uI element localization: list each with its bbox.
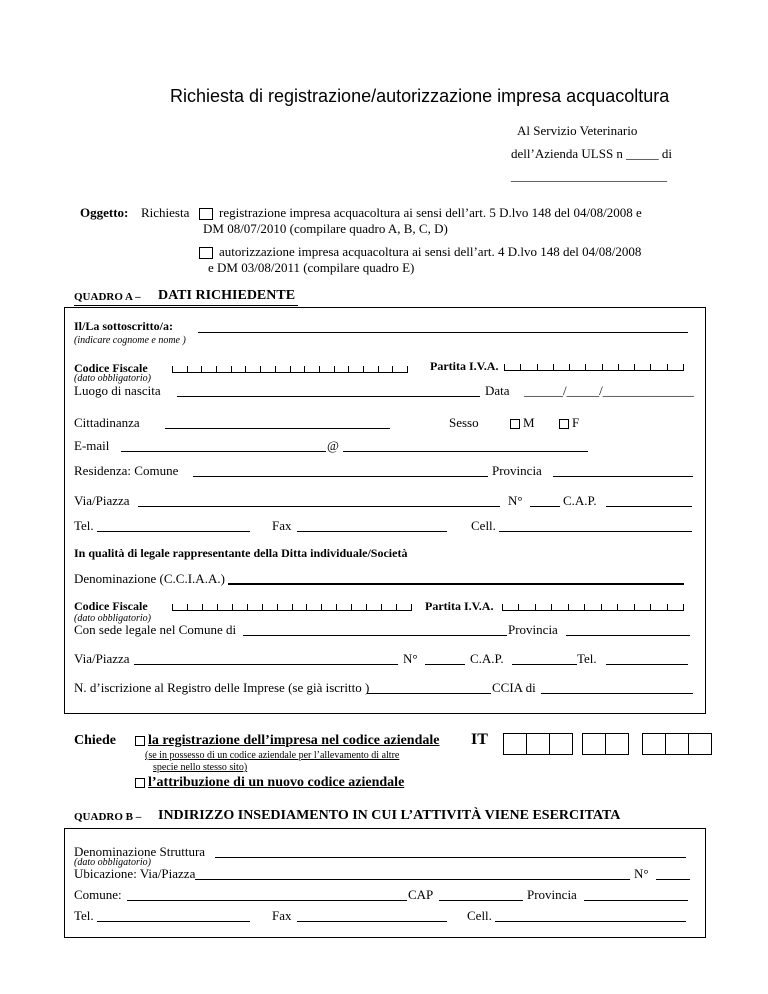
- digit-separator: [650, 604, 651, 610]
- digit-separator: [348, 366, 349, 372]
- ubicazione-numero-label: N°: [634, 866, 649, 881]
- quadro-a-heading: DATI RICHIEDENTE: [158, 288, 296, 303]
- sede-provincia-field[interactable]: [566, 635, 690, 636]
- chiede-label: Chiede: [74, 733, 116, 748]
- code-cell[interactable]: [642, 733, 666, 755]
- quadro-b-provincia-field[interactable]: [584, 900, 688, 901]
- codice-fiscale-field[interactable]: [172, 362, 408, 373]
- tel-2-label: Tel.: [577, 651, 597, 666]
- numero-field[interactable]: [530, 506, 560, 507]
- code-cell[interactable]: [688, 733, 712, 755]
- digit-separator: [262, 604, 263, 610]
- digit-separator: [504, 364, 505, 370]
- digit-separator: [201, 366, 202, 372]
- sesso-f-checkbox[interactable]: [559, 419, 569, 429]
- quadro-b-cap-field[interactable]: [439, 900, 523, 901]
- via-label: Via/Piazza: [74, 493, 130, 508]
- tel-2-field[interactable]: [606, 664, 688, 665]
- quadro-a-prefix: QUADRO A –: [74, 291, 141, 303]
- sottoscritto-hint: (indicare cognome e nome ): [74, 335, 186, 346]
- residenza-label: Residenza: Comune: [74, 463, 179, 478]
- quadro-b-fax-field[interactable]: [297, 921, 447, 922]
- via-2-field[interactable]: [134, 664, 398, 665]
- sede-provincia-label: Provincia: [508, 622, 558, 637]
- digit-separator: [304, 366, 305, 372]
- digit-separator: [634, 604, 635, 610]
- quadro-b-fax-label: Fax: [272, 908, 292, 923]
- codice-fiscale-2-label: Codice Fiscale: [74, 599, 148, 613]
- code-cell[interactable]: [549, 733, 573, 755]
- sede-comune-field[interactable]: [243, 635, 507, 636]
- code-cell[interactable]: [665, 733, 689, 755]
- code-cell[interactable]: [526, 733, 550, 755]
- sesso-f-label: F: [572, 415, 580, 430]
- comune-label: Comune:: [74, 887, 122, 902]
- digit-separator: [321, 604, 322, 610]
- digit-separator: [569, 364, 570, 370]
- digit-separator: [537, 364, 538, 370]
- denominazione-label: Denominazione (C.C.I.A.A.): [74, 571, 225, 586]
- digit-separator: [667, 604, 668, 610]
- sottoscritto-label: Il/La sottoscritto/a:: [74, 319, 173, 333]
- comune-field[interactable]: [127, 900, 407, 901]
- recipient-line-2: dell’Azienda ULSS n _____ di: [511, 146, 673, 161]
- sesso-label: Sesso: [449, 415, 479, 430]
- digit-separator: [617, 604, 618, 610]
- chiede-option-1-checkbox[interactable]: [135, 736, 145, 746]
- via-2-label: Via/Piazza: [74, 651, 130, 666]
- digit-separator: [584, 604, 585, 610]
- quadro-b-tel-label: Tel.: [74, 908, 94, 923]
- digit-separator: [618, 364, 619, 370]
- email-label: E-mail: [74, 438, 110, 453]
- residenza-comune-field[interactable]: [193, 476, 488, 477]
- denominazione-struttura-label: Denominazione Struttura: [74, 844, 206, 859]
- sottoscritto-field[interactable]: [198, 332, 688, 333]
- digit-separator: [245, 366, 246, 372]
- ubicazione-field[interactable]: [195, 879, 630, 880]
- cap-field[interactable]: [606, 506, 692, 507]
- chiede-option-2[interactable]: [135, 775, 404, 791]
- digit-separator: [187, 366, 188, 372]
- chiede-option-1-label: la registrazione dell’impresa nel codice aziendale: [148, 733, 440, 748]
- email-domain-field[interactable]: [343, 451, 588, 452]
- subject-label: Oggetto:: [80, 205, 129, 220]
- chiede-option-2-checkbox[interactable]: [135, 778, 145, 788]
- digit-separator: [518, 604, 519, 610]
- digit-separator: [392, 366, 393, 372]
- digit-separator: [260, 366, 261, 372]
- cell-field[interactable]: [499, 531, 692, 532]
- quadro-b-cap-label: CAP: [408, 887, 434, 902]
- code-cell[interactable]: [605, 733, 629, 755]
- cap-label: C.A.P.: [563, 493, 597, 508]
- digit-separator: [650, 364, 651, 370]
- luogo-nascita-label: Luogo di nascita: [74, 383, 161, 398]
- digit-separator: [378, 366, 379, 372]
- denominazione-field[interactable]: [228, 583, 684, 585]
- digit-separator: [667, 364, 668, 370]
- registration-checkbox[interactable]: [199, 208, 213, 220]
- sesso-m-label: M: [523, 415, 535, 430]
- digit-separator: [568, 604, 569, 610]
- code-cell[interactable]: [582, 733, 606, 755]
- digit-separator: [290, 366, 291, 372]
- digit-separator: [520, 364, 521, 370]
- digit-separator: [683, 364, 684, 370]
- recipient-line-1: Al Servizio Veterinario: [517, 123, 638, 138]
- ubicazione-numero-field[interactable]: [656, 879, 690, 880]
- digit-separator: [319, 366, 320, 372]
- digit-separator: [247, 604, 248, 610]
- quadro-b-cell-field[interactable]: [495, 921, 686, 922]
- email-user-field[interactable]: [121, 451, 326, 452]
- digit-separator: [172, 366, 173, 372]
- digit-separator: [602, 364, 603, 370]
- data-label: Data: [485, 383, 510, 398]
- quadro-b-provincia-label: Provincia: [527, 887, 577, 902]
- codice-aziendale-group-3[interactable]: [642, 733, 712, 755]
- cittadinanza-field[interactable]: [165, 428, 390, 429]
- digit-separator: [306, 604, 307, 610]
- sesso-f-option[interactable]: [559, 415, 579, 431]
- digit-separator: [683, 604, 684, 610]
- partita-iva-field[interactable]: [504, 360, 684, 371]
- digit-separator: [551, 604, 552, 610]
- digit-separator: [601, 604, 602, 610]
- cell-label: Cell.: [471, 518, 496, 533]
- quadro-b-heading: INDIRIZZO INSEDIAMENTO IN CUI L’ATTIVITÀ VIENE ESERCITATA: [158, 808, 621, 823]
- numero-2-label: N°: [403, 651, 418, 666]
- authorization-checkbox[interactable]: [199, 247, 213, 259]
- chiede-option-2-label: l’attribuzione di un nuovo codice aziendale: [148, 775, 405, 790]
- codice-fiscale-hint: (dato obbligatorio): [74, 373, 151, 384]
- digit-separator: [396, 604, 397, 610]
- fax-field[interactable]: [297, 531, 447, 532]
- email-at: @: [327, 438, 339, 453]
- subject-prefix: Richiesta: [141, 205, 190, 220]
- digit-separator: [187, 604, 188, 610]
- partita-iva-2-label: Partita I.V.A.: [425, 599, 494, 613]
- subject-option-1-line-2: DM 08/07/2010 (compilare quadro A, B, C, D): [203, 221, 448, 236]
- partita-iva-2-field[interactable]: [502, 600, 684, 611]
- tel-label: Tel.: [74, 518, 94, 533]
- sesso-m-option[interactable]: [510, 415, 535, 431]
- code-cell[interactable]: [503, 733, 527, 755]
- chiede-note-line-1: (se in possesso di un codice aziendale per l’allevamento di altre: [145, 750, 400, 761]
- cap-2-label: C.A.P.: [470, 651, 504, 666]
- digit-separator: [275, 366, 276, 372]
- legale-heading: In qualità di legale rappresentante della Ditta individuale/Società: [74, 546, 408, 560]
- ccia-field[interactable]: [541, 693, 693, 694]
- subject-option-1-line-1: registrazione impresa acquacoltura ai sensi dell’art. 5 D.lvo 148 del 04/08/2008 e: [219, 205, 642, 220]
- chiede-option-1[interactable]: [135, 733, 439, 749]
- residenza-provincia-field[interactable]: [553, 476, 693, 477]
- digit-separator: [216, 366, 217, 372]
- digit-separator: [172, 604, 173, 610]
- digit-separator: [553, 364, 554, 370]
- codice-fiscale-2-hint: (dato obbligatorio): [74, 613, 151, 624]
- digit-separator: [336, 604, 337, 610]
- luogo-nascita-field[interactable]: [177, 396, 480, 397]
- fax-label: Fax: [272, 518, 292, 533]
- digit-separator: [292, 604, 293, 610]
- residenza-provincia-label: Provincia: [492, 463, 542, 478]
- digit-separator: [634, 364, 635, 370]
- partita-iva-label: Partita I.V.A.: [430, 359, 499, 373]
- quadro-b-tel-field[interactable]: [97, 921, 250, 922]
- quadro-b-cell-label: Cell.: [467, 908, 492, 923]
- digit-separator: [231, 366, 232, 372]
- codice-aziendale-group-1[interactable]: [503, 733, 573, 755]
- digit-separator: [366, 604, 367, 610]
- iscrizione-field[interactable]: [367, 693, 491, 694]
- digit-separator: [381, 604, 382, 610]
- digit-separator: [334, 366, 335, 372]
- via-field[interactable]: [138, 506, 500, 507]
- digit-separator: [277, 604, 278, 610]
- digit-separator: [585, 364, 586, 370]
- digit-separator: [411, 604, 412, 610]
- it-label: IT: [471, 731, 488, 748]
- subject-option-2-line-2: e DM 03/08/2011 (compilare quadro E): [208, 260, 415, 275]
- codice-fiscale-label: Codice Fiscale: [74, 361, 148, 375]
- digit-separator: [351, 604, 352, 610]
- denominazione-struttura-field[interactable]: [215, 857, 686, 858]
- quadro-b-prefix: QUADRO B –: [74, 811, 142, 823]
- sede-label: Con sede legale nel Comune di: [74, 622, 237, 637]
- numero-label: N°: [508, 493, 523, 508]
- data-field[interactable]: ______/_____/______________: [524, 383, 694, 398]
- digit-separator: [202, 604, 203, 610]
- iscrizione-label: N. d’iscrizione al Registro delle Imprese (se già iscritto ): [74, 680, 370, 695]
- tel-field[interactable]: [97, 531, 250, 532]
- page-title: Richiesta di registrazione/autorizzazione impresa acquacoltura: [170, 86, 670, 106]
- digit-separator: [502, 604, 503, 610]
- codice-aziendale-group-2[interactable]: [582, 733, 630, 755]
- digit-separator: [363, 366, 364, 372]
- subject-option-2-line-1: autorizzazione impresa acquacoltura ai sensi dell’art. 4 D.lvo 148 del 04/08/2008: [219, 244, 642, 259]
- quadro-a-heading-underline: [74, 305, 298, 306]
- digit-separator: [535, 604, 536, 610]
- recipient-line-3: ________________________: [511, 168, 667, 183]
- ubicazione-label: Ubicazione: Via/Piazza: [74, 866, 196, 881]
- cittadinanza-label: Cittadinanza: [74, 415, 140, 430]
- codice-fiscale-2-field[interactable]: [172, 600, 412, 611]
- digit-separator: [217, 604, 218, 610]
- digit-separator: [232, 604, 233, 610]
- denominazione-struttura-hint: (dato obbligatorio): [74, 857, 151, 868]
- cap-2-field[interactable]: [512, 664, 577, 665]
- digit-separator: [407, 366, 408, 372]
- ccia-label: CCIA di: [492, 680, 536, 695]
- chiede-note-line-2: specie nello stesso sito): [153, 762, 248, 773]
- numero-2-field[interactable]: [425, 664, 465, 665]
- sesso-m-checkbox[interactable]: [510, 419, 520, 429]
